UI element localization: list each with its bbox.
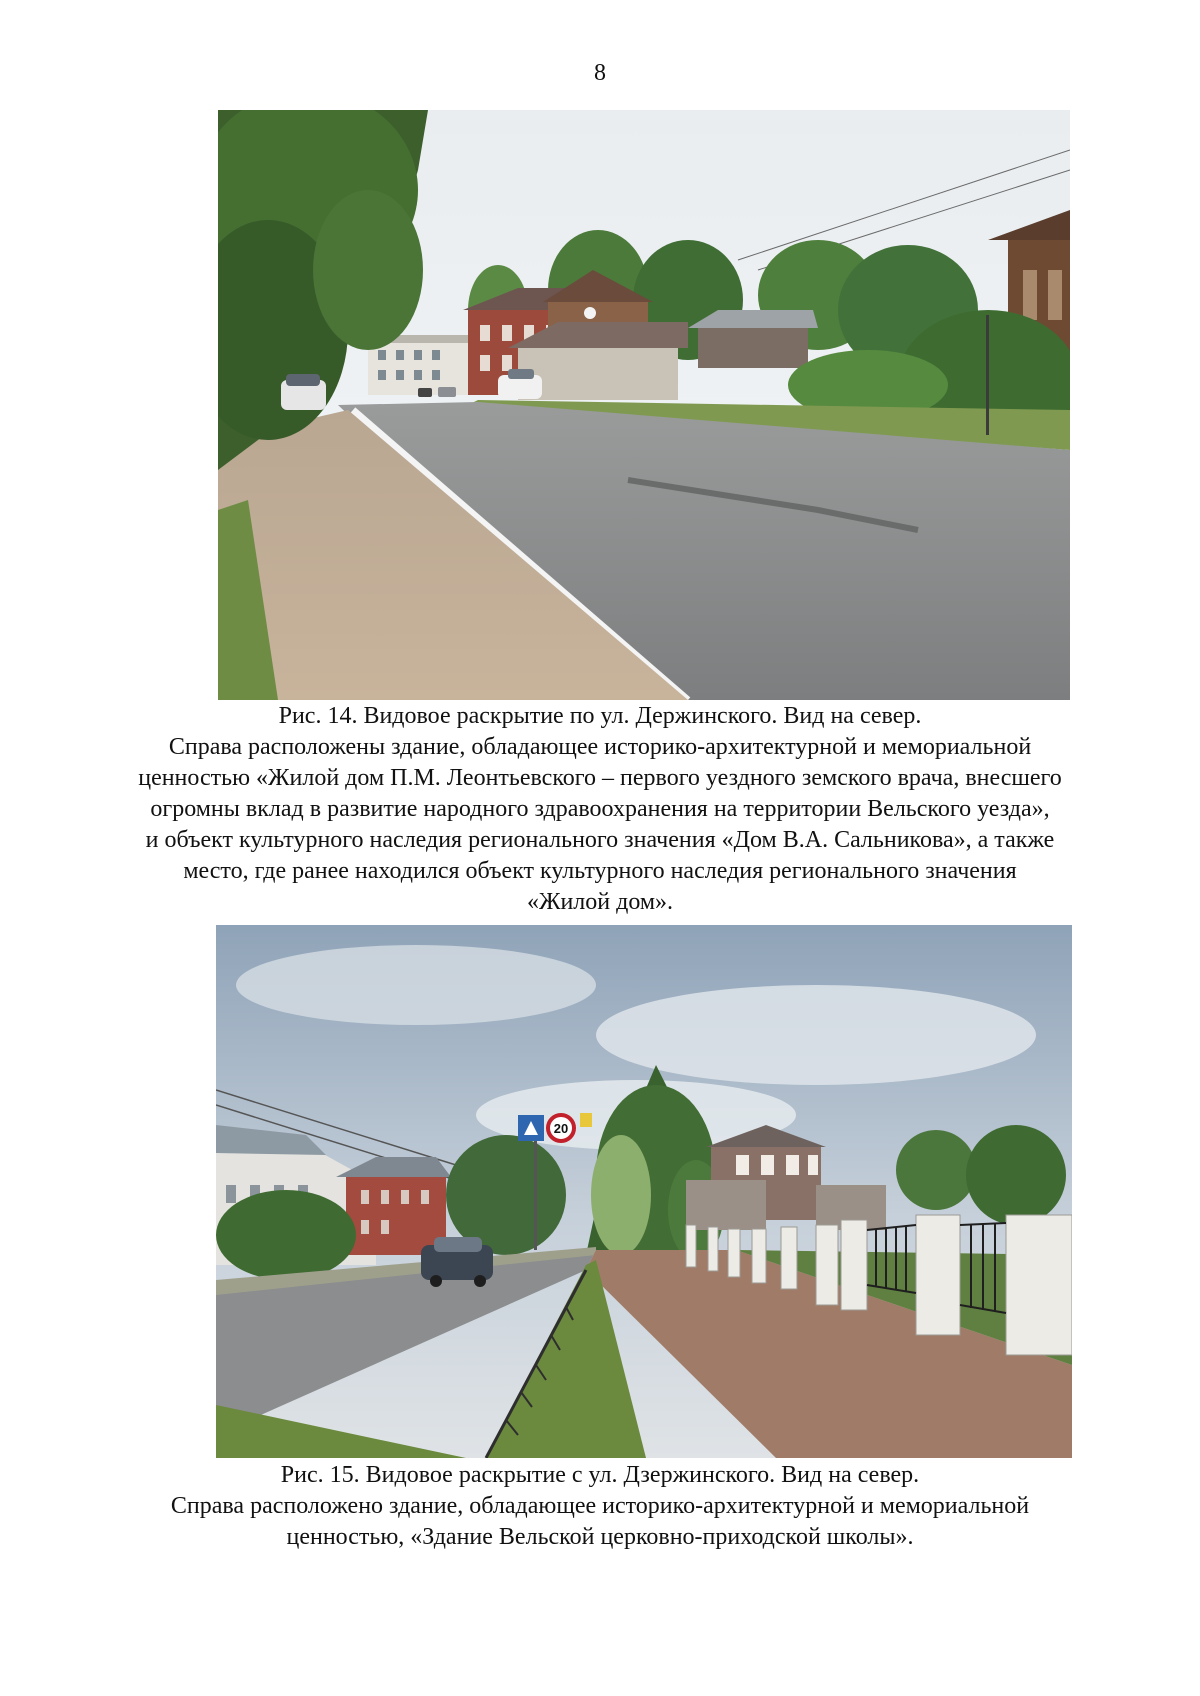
street-photo-fig14 [218,110,1070,700]
speed-limit-sign: 20 [553,1121,569,1136]
street-photo-fig15 [216,925,1072,1458]
caption-line: огромны вклад в развитие народного здравоохранения на территории Вельского уезда», [150,796,1050,822]
caption-line: ценностью, «Здание Вельской церковно-приходской школы». [286,1524,914,1550]
caption-line: ценностью «Жилой дом П.М. Леонтьевского – первого уездного земского врача, внесшего [138,765,1062,791]
figure-15-caption [110,1460,1090,1553]
page-number: 8 [594,60,606,86]
caption-title: Рис. 15. Видовое раскрытие с ул. Дзержинского. Вид на север. [280,1462,920,1488]
caption-line: Справа расположено здание, обладающее историко-архитектурной и мемориальной [170,1493,1030,1519]
caption-line: и объект культурного наследия регионального значения «Дом В.А. Сальникова», а также [145,827,1055,853]
caption-title: Рис. 14. Видовое раскрытие по ул. Держинского. Вид на север. [278,703,922,729]
caption-line: «Жилой дом». [526,889,674,915]
caption-line: место, где ранее находился объект культурного наследия регионального значения [183,858,1017,884]
caption-line: Справа расположены здание, обладающее историко-архитектурной и мемориальной [168,734,1032,760]
figure-14-caption [110,701,1090,918]
